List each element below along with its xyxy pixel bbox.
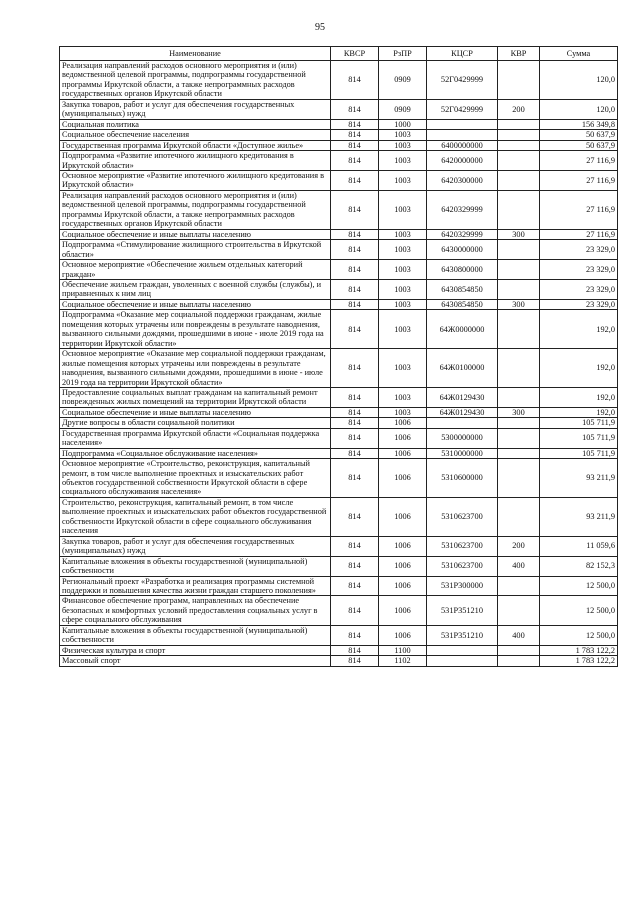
- cell-kcsr: [427, 418, 498, 428]
- cell-sum: 11 059,6: [540, 536, 618, 556]
- cell-kvr: 200: [498, 536, 540, 556]
- cell-rzpr: 0909: [379, 61, 427, 100]
- table-row: [60, 596, 618, 625]
- cell-rzpr: 0909: [379, 99, 427, 119]
- cell-kvsr: 814: [331, 190, 379, 229]
- cell-kvsr: 814: [331, 240, 379, 260]
- cell-sum: 105 711,9: [540, 418, 618, 428]
- cell-kvr: [498, 190, 540, 229]
- cell-sum: 12 500,0: [540, 576, 618, 596]
- cell-kvr: 200: [498, 99, 540, 119]
- cell-kcsr: [427, 119, 498, 129]
- cell-name: Капитальные вложения в объекты государственной (муниципальной) собственности: [60, 556, 331, 576]
- cell-sum: 1 783 122,2: [540, 656, 618, 666]
- cell-kvr: 300: [498, 299, 540, 309]
- cell-kvr: [498, 349, 540, 388]
- cell-kvsr: 814: [331, 310, 379, 349]
- cell-rzpr: 1006: [379, 418, 427, 428]
- header-kvr: КВР: [498, 47, 540, 61]
- cell-sum: 12 500,0: [540, 596, 618, 625]
- cell-name: Социальное обеспечение населения: [60, 130, 331, 140]
- cell-kvsr: 814: [331, 645, 379, 655]
- cell-kcsr: 531P351210: [427, 625, 498, 645]
- table-row: [60, 170, 618, 190]
- cell-kvr: [498, 576, 540, 596]
- cell-rzpr: 1006: [379, 556, 427, 576]
- cell-kvr: [498, 140, 540, 150]
- cell-sum: 27 116,9: [540, 190, 618, 229]
- cell-name: Закупка товаров, работ и услуг для обеспечения государственных (муниципальных) нужд: [60, 99, 331, 119]
- cell-sum: 23 329,0: [540, 279, 618, 299]
- table-row: [60, 229, 618, 239]
- table-row: [60, 387, 618, 407]
- cell-sum: 27 116,9: [540, 151, 618, 171]
- cell-kvsr: 814: [331, 656, 379, 666]
- cell-kvr: [498, 656, 540, 666]
- table-row: [60, 349, 618, 388]
- cell-kcsr: [427, 130, 498, 140]
- cell-name: Реализация направлений расходов основного мероприятия и (или) ведомственной целевой программы, подпрограммы государственной программы Иркутской области, а также непрограммных расходов государственных органов Иркутской области: [60, 61, 331, 100]
- cell-kvsr: 814: [331, 497, 379, 536]
- cell-name: Обеспечение жильем граждан, уволенных с военной службы (службы), и приравненных к ним лиц: [60, 279, 331, 299]
- cell-sum: 105 711,9: [540, 428, 618, 448]
- cell-name: Подпрограмма «Оказание мер социальной поддержки гражданам, жилые помещения которых утрачены или повреждены в результате наводнения, вызванного сильными дождями, прошедшими в июне - июле 2019 года на территории Иркутской области»: [60, 310, 331, 349]
- cell-kcsr: 6430854850: [427, 279, 498, 299]
- cell-kvsr: 814: [331, 119, 379, 129]
- cell-kvsr: 814: [331, 151, 379, 171]
- cell-sum: 156 349,8: [540, 119, 618, 129]
- cell-name: Финансовое обеспечение программ, направленных на обеспечение безопасных и комфортных условий предоставления социальных услуг в сфере социального обслуживания: [60, 596, 331, 625]
- cell-name: Основное мероприятие «Строительство, реконструкция, капитальный ремонт, в том числе выполнение проектных и изыскательских работ объектов государственной собственности Иркутской области в сфере социального обслуживания населения»: [60, 459, 331, 498]
- header-rzpr: РзПР: [379, 47, 427, 61]
- cell-name: Социальная политика: [60, 119, 331, 129]
- table-row: [60, 119, 618, 129]
- cell-rzpr: 1003: [379, 130, 427, 140]
- cell-name: Подпрограмма «Социальное обслуживание населения»: [60, 448, 331, 458]
- cell-rzpr: 1003: [379, 407, 427, 417]
- cell-kvr: [498, 387, 540, 407]
- cell-kvr: [498, 448, 540, 458]
- cell-sum: 192,0: [540, 407, 618, 417]
- cell-kcsr: 6420329999: [427, 190, 498, 229]
- cell-sum: 82 152,3: [540, 556, 618, 576]
- cell-rzpr: 1003: [379, 229, 427, 239]
- cell-kvr: [498, 459, 540, 498]
- cell-rzpr: 1003: [379, 140, 427, 150]
- cell-kvr: [498, 279, 540, 299]
- cell-name: Строительство, реконструкция, капитальный ремонт, в том числе выполнение проектных и изыскательских работ объектов государственной собственности Иркутской области в сфере социального обслуживания населения: [60, 497, 331, 536]
- table-row: [60, 299, 618, 309]
- cell-sum: 23 329,0: [540, 299, 618, 309]
- cell-name: Государственная программа Иркутской области «Социальная поддержка населения»: [60, 428, 331, 448]
- cell-kvsr: 814: [331, 130, 379, 140]
- cell-rzpr: 1003: [379, 240, 427, 260]
- cell-rzpr: 1006: [379, 625, 427, 645]
- cell-sum: 50 637,9: [540, 130, 618, 140]
- cell-sum: 105 711,9: [540, 448, 618, 458]
- cell-name: Подпрограмма «Стимулирование жилищного строительства в Иркутской области»: [60, 240, 331, 260]
- cell-name: Социальное обеспечение и иные выплаты населению: [60, 299, 331, 309]
- cell-rzpr: 1003: [379, 310, 427, 349]
- header-kvsr: КВСР: [331, 47, 379, 61]
- cell-kvr: 300: [498, 229, 540, 239]
- cell-kcsr: 5300000000: [427, 428, 498, 448]
- cell-sum: 192,0: [540, 310, 618, 349]
- cell-kcsr: 5310623700: [427, 497, 498, 536]
- cell-rzpr: 1006: [379, 576, 427, 596]
- cell-kvr: [498, 170, 540, 190]
- page-number: 95: [315, 22, 325, 33]
- cell-kcsr: 6430854850: [427, 299, 498, 309]
- cell-sum: 50 637,9: [540, 140, 618, 150]
- cell-sum: 93 211,9: [540, 497, 618, 536]
- table-row: [60, 497, 618, 536]
- cell-kvr: [498, 645, 540, 655]
- cell-kvr: 400: [498, 556, 540, 576]
- cell-kvsr: 814: [331, 448, 379, 458]
- budget-table: [59, 46, 618, 667]
- cell-sum: 93 211,9: [540, 459, 618, 498]
- cell-kcsr: 64Ж0129430: [427, 387, 498, 407]
- cell-rzpr: 1006: [379, 448, 427, 458]
- table-row: [60, 418, 618, 428]
- cell-rzpr: 1003: [379, 349, 427, 388]
- cell-kcsr: 64Ж0129430: [427, 407, 498, 417]
- table-row: [60, 240, 618, 260]
- table-row: [60, 645, 618, 655]
- cell-kvsr: 814: [331, 576, 379, 596]
- cell-rzpr: 1003: [379, 190, 427, 229]
- table-row: [60, 99, 618, 119]
- cell-kvr: [498, 497, 540, 536]
- cell-name: Другие вопросы в области социальной политики: [60, 418, 331, 428]
- table-row: [60, 190, 618, 229]
- cell-rzpr: 1006: [379, 596, 427, 625]
- cell-kvsr: 814: [331, 459, 379, 498]
- table-row: [60, 576, 618, 596]
- cell-name: Реализация направлений расходов основного мероприятия и (или) ведомственной целевой программы, подпрограммы государственной программы Иркутской области, а также непрограммных расходов государственных органов Иркутской области: [60, 190, 331, 229]
- cell-sum: 23 329,0: [540, 260, 618, 280]
- cell-name: Социальное обеспечение и иные выплаты населению: [60, 407, 331, 417]
- cell-sum: 1 783 122,2: [540, 645, 618, 655]
- cell-kcsr: 5310000000: [427, 448, 498, 458]
- cell-rzpr: 1006: [379, 497, 427, 536]
- cell-sum: 23 329,0: [540, 240, 618, 260]
- cell-kcsr: 5310623700: [427, 536, 498, 556]
- cell-kcsr: 5310600000: [427, 459, 498, 498]
- cell-sum: 12 500,0: [540, 625, 618, 645]
- cell-kvsr: 814: [331, 556, 379, 576]
- cell-sum: 120,0: [540, 61, 618, 100]
- cell-name: Массовый спорт: [60, 656, 331, 666]
- table-row: [60, 310, 618, 349]
- cell-kcsr: 64Ж0000000: [427, 310, 498, 349]
- cell-name: Предоставление социальных выплат гражданам на капитальный ремонт поврежденных жилых помещений на территории Иркутской области: [60, 387, 331, 407]
- cell-kcsr: 52Г0429999: [427, 99, 498, 119]
- table-row: [60, 428, 618, 448]
- table-row: [60, 625, 618, 645]
- cell-rzpr: 1003: [379, 151, 427, 171]
- cell-kvsr: 814: [331, 387, 379, 407]
- cell-kvsr: 814: [331, 625, 379, 645]
- cell-kvsr: 814: [331, 596, 379, 625]
- cell-kvr: [498, 596, 540, 625]
- cell-sum: 27 116,9: [540, 170, 618, 190]
- cell-kvsr: 814: [331, 170, 379, 190]
- cell-kvsr: 814: [331, 61, 379, 100]
- cell-rzpr: 1102: [379, 656, 427, 666]
- table-body: [60, 61, 618, 667]
- cell-kcsr: 64Ж0100000: [427, 349, 498, 388]
- cell-kvsr: 814: [331, 418, 379, 428]
- cell-kvsr: 814: [331, 229, 379, 239]
- cell-kcsr: [427, 645, 498, 655]
- cell-name: Физическая культура и спорт: [60, 645, 331, 655]
- cell-kvsr: 814: [331, 299, 379, 309]
- cell-name: Основное мероприятие «Развитие ипотечного жилищного кредитования в Иркутской области»: [60, 170, 331, 190]
- table-row: [60, 536, 618, 556]
- cell-kvr: [498, 130, 540, 140]
- cell-rzpr: 1006: [379, 428, 427, 448]
- cell-name: Региональный проект «Разработка и реализация программы системной поддержки и повышения качества жизни граждан старшего поколения»: [60, 576, 331, 596]
- cell-sum: 27 116,9: [540, 229, 618, 239]
- table-row: [60, 459, 618, 498]
- cell-kvr: [498, 428, 540, 448]
- header-name: Наименование: [60, 47, 331, 61]
- cell-name: Основное мероприятие «Обеспечение жильем отдельных категорий граждан»: [60, 260, 331, 280]
- cell-kvsr: 814: [331, 407, 379, 417]
- cell-sum: 192,0: [540, 387, 618, 407]
- table-row: [60, 656, 618, 666]
- cell-kcsr: 6400000000: [427, 140, 498, 150]
- table-row: [60, 61, 618, 100]
- cell-rzpr: 1003: [379, 170, 427, 190]
- cell-kcsr: 6430000000: [427, 240, 498, 260]
- cell-kvsr: 814: [331, 428, 379, 448]
- cell-name: Капитальные вложения в объекты государственной (муниципальной) собственности: [60, 625, 331, 645]
- cell-kcsr: 6420300000: [427, 170, 498, 190]
- cell-name: Социальное обеспечение и иные выплаты населению: [60, 229, 331, 239]
- cell-kvsr: 814: [331, 349, 379, 388]
- cell-kvr: [498, 418, 540, 428]
- cell-kcsr: 531P300000: [427, 576, 498, 596]
- cell-rzpr: 1006: [379, 459, 427, 498]
- cell-rzpr: 1003: [379, 387, 427, 407]
- header-sum: Сумма: [540, 47, 618, 61]
- cell-kvsr: 814: [331, 279, 379, 299]
- cell-rzpr: 1003: [379, 260, 427, 280]
- table-row: [60, 260, 618, 280]
- table-row: [60, 130, 618, 140]
- cell-kvr: 400: [498, 625, 540, 645]
- cell-kvr: [498, 61, 540, 100]
- table-header-row: [60, 47, 618, 61]
- cell-kvr: [498, 151, 540, 171]
- cell-name: Основное мероприятие «Оказание мер социальной поддержки гражданам, жилые помещения которых утрачены или повреждены в результате наводнения, вызванного сильными дождями, прошедшими в июне - июле 2019 года на территории Иркутской области»: [60, 349, 331, 388]
- cell-kcsr: 5310623700: [427, 556, 498, 576]
- table-row: [60, 151, 618, 171]
- table-row: [60, 448, 618, 458]
- cell-kvsr: 814: [331, 99, 379, 119]
- header-kcsr: КЦСР: [427, 47, 498, 61]
- cell-kcsr: 6420000000: [427, 151, 498, 171]
- cell-kcsr: 531P351210: [427, 596, 498, 625]
- cell-kvr: [498, 260, 540, 280]
- cell-kcsr: [427, 656, 498, 666]
- cell-rzpr: 1003: [379, 299, 427, 309]
- cell-kvsr: 814: [331, 140, 379, 150]
- cell-kcsr: 6420329999: [427, 229, 498, 239]
- cell-rzpr: 1003: [379, 279, 427, 299]
- cell-name: Подпрограмма «Развитие ипотечного жилищного кредитования в Иркутской области»: [60, 151, 331, 171]
- table-row: [60, 407, 618, 417]
- cell-sum: 192,0: [540, 349, 618, 388]
- cell-kvr: 300: [498, 407, 540, 417]
- cell-kvsr: 814: [331, 536, 379, 556]
- table-row: [60, 556, 618, 576]
- cell-name: Государственная программа Иркутской области «Доступное жилье»: [60, 140, 331, 150]
- cell-kvr: [498, 119, 540, 129]
- cell-rzpr: 1006: [379, 536, 427, 556]
- cell-sum: 120,0: [540, 99, 618, 119]
- cell-rzpr: 1100: [379, 645, 427, 655]
- cell-kvr: [498, 240, 540, 260]
- cell-kvsr: 814: [331, 260, 379, 280]
- cell-kcsr: 6430800000: [427, 260, 498, 280]
- cell-kvr: [498, 310, 540, 349]
- cell-rzpr: 1000: [379, 119, 427, 129]
- table-row: [60, 279, 618, 299]
- table-row: [60, 140, 618, 150]
- cell-kcsr: 52Г0429999: [427, 61, 498, 100]
- cell-name: Закупка товаров, работ и услуг для обеспечения государственных (муниципальных) нужд: [60, 536, 331, 556]
